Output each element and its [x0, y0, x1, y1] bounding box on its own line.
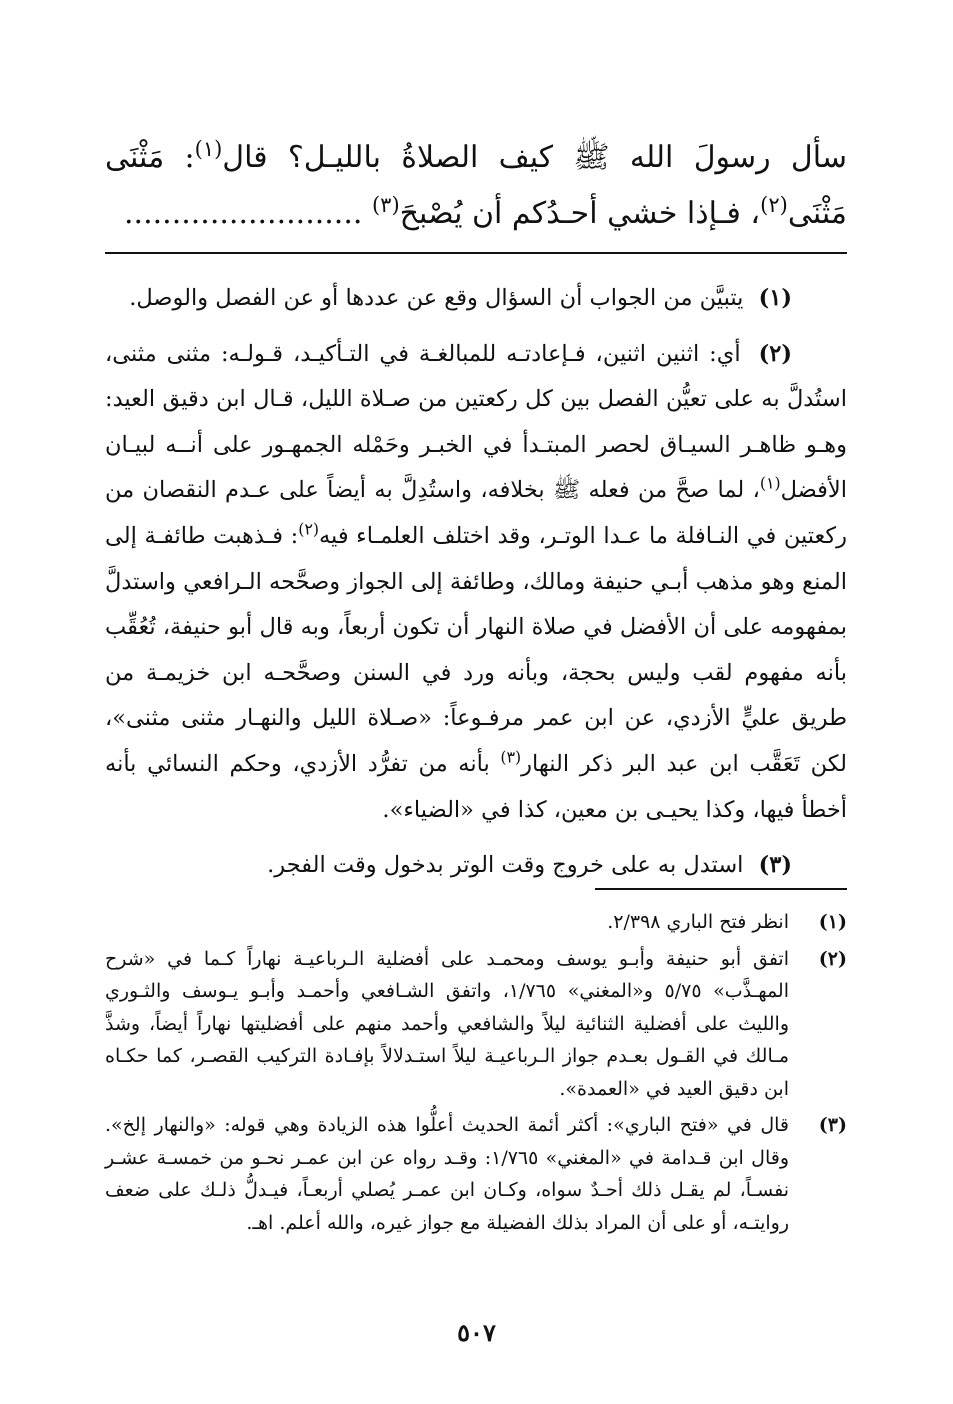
hadith-ref-2: (٢): [760, 193, 788, 217]
note-2: [105, 332, 847, 834]
note-ref: (١): [759, 473, 781, 493]
hadith-part-2: : مَثْنَى مَثْنَى: [105, 140, 847, 231]
note-text: يتبيَّن من الجواب أن السؤال وقع عن عددها أو عن الفصل والوصل.: [129, 285, 744, 311]
section-divider: [105, 252, 847, 254]
footnote-number: (١): [818, 911, 847, 933]
note-text: أي: اثنين اثنين، فـإعادتـه للمبالغـة في التـأكيـد، قـولـه: مثنى مثنى، استُدلَّ به على تعيُّن الفصل بين كل ركعتين من صـلاة الليل، قـال ابن دقيق العيد: وهـو ظاهـر السيـاق لحصر المبتـدأ في الخبـر وحَمْله الجمهـور على أنــه لبيـان الأفضل: [105, 340, 847, 504]
footnote-number: (٣): [818, 1114, 847, 1136]
footnote-number: (٢): [818, 947, 847, 970]
note-text: : فـذهبت طائفـة إلى المنع وهو مذهب أبـي حنيفة ومالك، وطائفة إلى الجواز وصحَّحه الـرافعي واستدلَّ بمفهومه على أن الأفضل في صلاة النهار أن تكون أربعاً، وبه قال أبو حنيفة، تُعُقِّب بأنه مفهوم لقب وليس بحجة، وبأنه ورد في السنن وصحَّحـه ابن خزيمـة من طريق عليٍّ الأزدي، عن ابن عمر مرفـوعاً: «صـلاة الليل والنهـار مثنى مثنى»، لكن تَعَقَّب ابن عبد البر ذكر النهار: [105, 522, 847, 777]
note-ref: (٢): [298, 519, 319, 539]
hadith-text: [105, 130, 847, 242]
footnote-text: انظر فتح الباري ٢/٣٩٨.: [607, 911, 789, 933]
footnote-text: قال في «فتح الباري»: أكثر أئمة الحديث أعلُّوا هذه الزيادة وهي قوله: «والنهار إلخ». وقال ابن قـدامة في «المغني» ١/٧٦٥: وقـد رواه عن ابن عمـر نحـو من خمسـة عشـر نفسـاً، لم يقـل ذلك أحـدٌ سواه، وكـان ابن عمـر يُصلي أربعـاً، فيـدلُّ ذلـك على ضعف روايتـه، أو على أن المراد بذلك الفضيلة مع جواز غيره، والله أعلم. اهـ.: [105, 1114, 789, 1234]
note-1: [105, 276, 847, 322]
hadith-part-1: سأل رسولَ الله ﷺ كيف الصلاةُ بالليـل؟ قال: [222, 140, 847, 175]
note-text: استدل به على خروج وقت الوتر بدخول وقت الفجر.: [267, 852, 744, 879]
note-number: (٢): [758, 340, 792, 367]
hadith-part-3: ، فـإذا خشي أحـدُكم أن يُصْبحَ: [399, 196, 761, 231]
footnote-3: [105, 1109, 847, 1239]
footnotes: [105, 906, 847, 1243]
note-3: [105, 843, 847, 889]
hadith-dots: .........................: [124, 196, 363, 231]
note-ref: (٣): [500, 747, 522, 767]
note-number: (١): [758, 285, 792, 311]
commentary-notes: [105, 276, 847, 899]
note-number: (٣): [758, 852, 792, 879]
page-number: ٥٠٧: [457, 1318, 496, 1347]
hadith-ref-1: (١): [194, 137, 223, 161]
note-text: بأنه من تفرُّد الأزدي، وحكم النسائي بأنه أخطأ فيها، وكذا يحيـى بن معين، كذا في «الضياء».: [105, 750, 847, 823]
footnote-text: اتفق أبو حنيفة وأبـو يوسف ومحمـد على أفضلية الـرباعيـة نهاراً كـما في «شرح المهـذَّب» ٥/٧٥ و«المغني» ١/٧٦٥، واتفق الشـافعي وأحمـد وأبـو يـوسف والثـوري والليث على أفضلية الثنائية ليلاً والشافعي وأحمد منهم على أفضليتها نهاراً أيضاً، وشذَّ مـالك في القـول بعـدم جواز الـرباعيـة ليلاً استـدلالاً بإفـادة التركيب القصـر، كما حكـاه ابن دقيق العيد في «العمدة».: [105, 947, 790, 1100]
note-text: ، لما صحَّ من فعله ﷺ بخلافه، واستُدِلَّ به أيضاً على عـدم النقصان من ركعتين في النـافلة ما عـدا الوتـر، وقد اختلف العلمـاء فيه: [105, 477, 847, 549]
footnote-divider: [595, 888, 847, 890]
footnote-2: [105, 943, 847, 1106]
hadith-ref-3: (٣): [371, 193, 400, 217]
footnote-1: [105, 906, 847, 939]
